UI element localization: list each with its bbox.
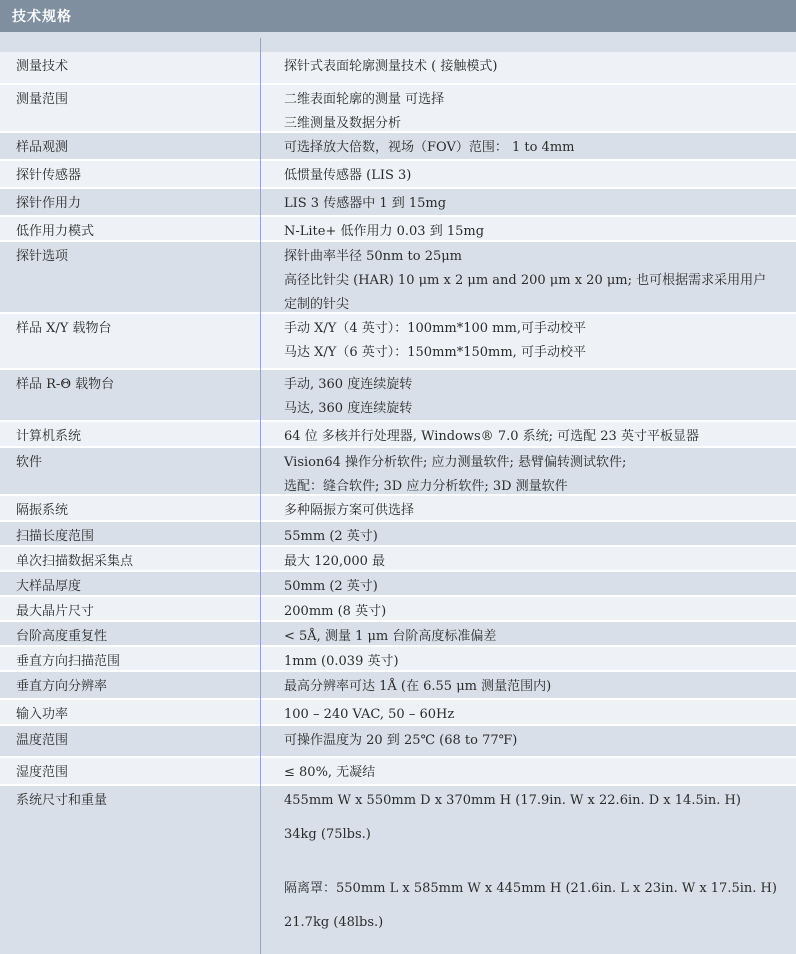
spec-value — [260, 422, 796, 446]
section-header — [0, 0, 796, 32]
spec-value-line: 定制的针尖 — [284, 297, 350, 312]
spec-value — [260, 217, 796, 240]
spec-row — [0, 522, 796, 547]
spec-row — [0, 726, 796, 758]
spec-value-line: 选配：缝合软件; 3D 应力分析软件; 3D 测量软件 — [284, 479, 568, 494]
spec-value-line: 可选择放大倍数，视场（FOV）范围： 1 to 4mm — [284, 140, 575, 155]
spec-value-line: 探针式表面轮廓测量技术 ( 接触模式) — [284, 59, 498, 74]
spec-value-line: 最大 120,000 最 — [284, 554, 386, 569]
spec-label: 计算机系统 — [16, 429, 82, 444]
spec-label: 探针传感器 — [16, 168, 82, 183]
spec-row — [0, 422, 796, 448]
spec-value — [260, 522, 796, 545]
section-title: 技术规格 — [12, 9, 72, 25]
spec-label: 测量技术 — [16, 59, 69, 74]
spec-row — [0, 672, 796, 700]
spec-row — [0, 547, 796, 572]
spec-label: 样品观测 — [16, 140, 69, 155]
spec-row — [0, 700, 796, 726]
spec-value — [260, 597, 796, 620]
spec-row — [0, 786, 796, 938]
spec-row — [0, 597, 796, 622]
spec-row — [0, 314, 796, 370]
spec-value — [260, 622, 796, 645]
spec-value-line: 三维测量及数据分析 — [284, 116, 402, 131]
spec-value-line: 455mm W x 550mm D x 370mm H (17.9in. W x 22.6in. D x 14.5in. H) — [284, 793, 741, 808]
spec-label: 样品 X/Y 载物台 — [16, 321, 112, 336]
spec-value — [260, 52, 796, 83]
spec-row — [0, 242, 796, 314]
spec-value — [260, 448, 796, 494]
spec-value-line: 50mm (2 英寸) — [284, 579, 378, 594]
spec-value-line: 34kg (75lbs.) — [284, 827, 371, 842]
spec-label: 系统尺寸和重量 — [16, 793, 108, 808]
spec-row — [0, 622, 796, 647]
spec-label: 扫描长度范围 — [16, 529, 95, 544]
spec-value — [260, 726, 796, 756]
spec-label: 单次扫描数据采集点 — [16, 554, 134, 569]
spec-label: 测量范围 — [16, 92, 69, 107]
spec-value-line: 马达 X/Y（6 英寸）：150mm*150mm, 可手动校平 — [284, 345, 586, 360]
spec-label: 软件 — [16, 455, 43, 470]
spec-value-line: 马达, 360 度连续旋转 — [284, 401, 413, 416]
column-divider — [260, 38, 261, 954]
spec-value-line: 手动, 360 度连续旋转 — [284, 377, 413, 392]
spec-row — [0, 758, 796, 786]
spec-row — [0, 572, 796, 597]
spec-label: 最大晶片尺寸 — [16, 604, 95, 619]
spec-row — [0, 647, 796, 672]
spec-value — [260, 133, 796, 159]
spec-row — [0, 161, 796, 189]
spec-label: 样品 R-Θ 载物台 — [16, 377, 115, 392]
spec-value — [260, 189, 796, 215]
spec-value — [260, 314, 796, 368]
spec-row — [0, 496, 796, 522]
spec-value-line: 100 – 240 VAC, 50 – 60Hz — [284, 707, 455, 722]
spec-value-line: < 5Å, 测量 1 μm 台阶高度标准偏差 — [284, 629, 497, 644]
spec-value-line: 200mm (8 英寸) — [284, 604, 387, 619]
spec-row — [0, 448, 796, 496]
spec-value-line: 低惯量传感器 (LIS 3) — [284, 168, 412, 183]
spec-label: 垂直方向分辨率 — [16, 679, 108, 694]
spec-value — [260, 85, 796, 131]
spec-row — [0, 85, 796, 133]
spec-value — [260, 786, 796, 938]
spec-value-line: 探针曲率半径 50nm to 25μm — [284, 249, 463, 264]
spec-label: 台阶高度重复性 — [16, 629, 108, 644]
spec-label: 探针选项 — [16, 249, 69, 264]
spec-label: 输入功率 — [16, 707, 69, 722]
spec-value-line: ≤ 80%, 无凝结 — [284, 765, 376, 780]
spec-value-line: LIS 3 传感器中 1 到 15mg — [284, 196, 447, 211]
spec-value — [260, 647, 796, 670]
spec-value-line: 隔离罩：550mm L x 585mm W x 445mm H (21.6in. L x 23in. W x 17.5in. H) — [284, 881, 777, 896]
spec-value-line: 手动 X/Y（4 英寸）：100mm*100 mm,可手动校平 — [284, 321, 586, 336]
spec-value — [260, 547, 796, 570]
spec-label: 大样品厚度 — [16, 579, 82, 594]
spec-label: 低作用力模式 — [16, 224, 95, 239]
spec-row — [0, 133, 796, 161]
spec-value-line: 高径比针尖 (HAR) 10 μm x 2 μm and 200 μm x 20 μm; 也可根据需求采用用户 — [284, 273, 767, 288]
spec-value-line: 最高分辨率可达 1Å (在 6.55 μm 测量范围内) — [284, 679, 552, 694]
spec-value — [260, 672, 796, 698]
spec-row — [0, 52, 796, 85]
spec-value-line: 可操作温度为 20 到 25℃ (68 to 77℉) — [284, 733, 518, 748]
spec-value-line: 1mm (0.039 英寸) — [284, 654, 399, 669]
spec-value — [260, 370, 796, 420]
spec-label: 垂直方向扫描范围 — [16, 654, 121, 669]
spec-value-line: 二维表面轮廓的测量 可选择 — [284, 92, 445, 107]
spec-value — [260, 496, 796, 520]
spec-label: 隔振系统 — [16, 503, 69, 518]
spec-value — [260, 572, 796, 595]
spec-label: 探针作用力 — [16, 196, 82, 211]
spec-label: 湿度范围 — [16, 765, 69, 780]
spec-value-line: 21.7kg (48lbs.) — [284, 915, 384, 930]
spec-table — [0, 52, 796, 938]
spec-value — [260, 242, 796, 312]
spec-value-line: N-Lite+ 低作用力 0.03 到 15mg — [284, 224, 485, 239]
spec-row — [0, 189, 796, 217]
spec-row — [0, 370, 796, 422]
spec-value-line: Vision64 操作分析软件; 应力测量软件; 悬臂偏转测试软件; — [284, 455, 627, 470]
spec-label: 温度范围 — [16, 733, 69, 748]
spec-value — [260, 700, 796, 724]
spec-value — [260, 758, 796, 784]
spec-value-line: 64 位 多核并行处理器, Windows® 7.0 系统; 可选配 23 英寸平板显器 — [284, 429, 699, 444]
spec-value-line: 多种隔振方案可供选择 — [284, 503, 415, 518]
header-spacer — [0, 32, 796, 52]
spec-row — [0, 217, 796, 242]
spec-value-line: 55mm (2 英寸) — [284, 529, 378, 544]
spec-value — [260, 161, 796, 187]
